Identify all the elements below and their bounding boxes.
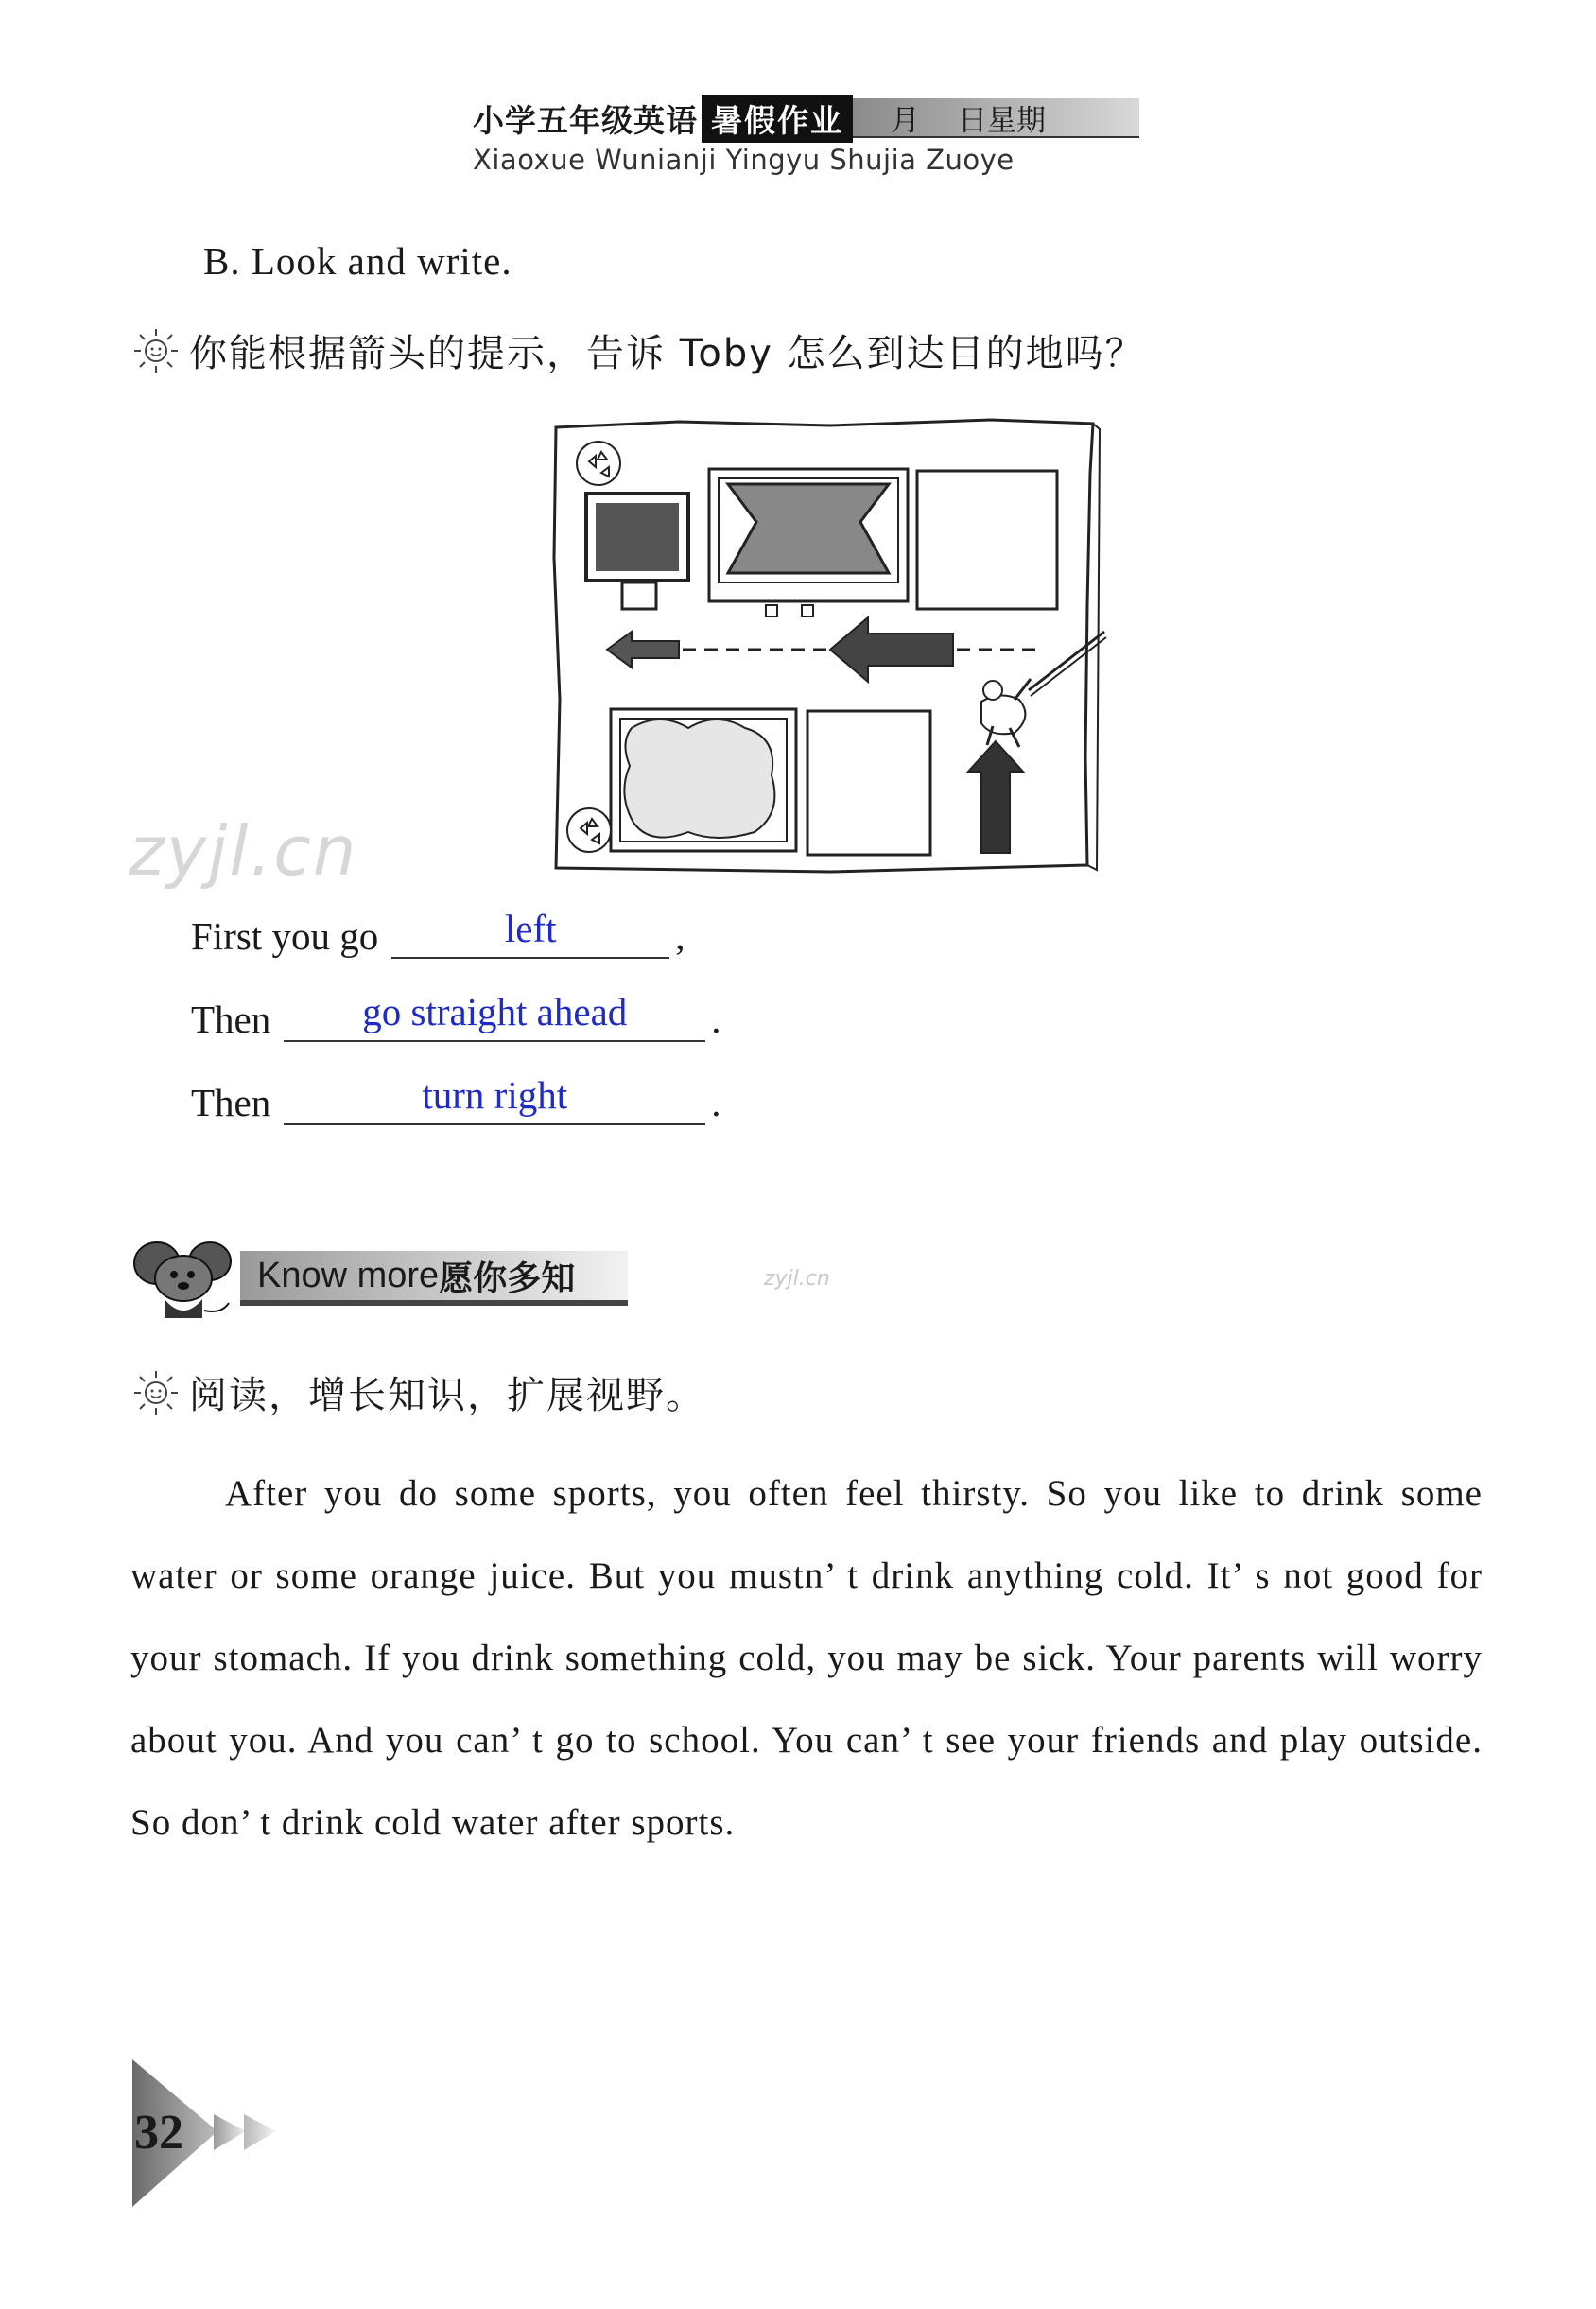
fill-prefix: Then: [191, 1081, 271, 1124]
sports-sign-icon-bottom: [567, 808, 611, 852]
know-more-band: [240, 1251, 628, 1306]
answer-blank[interactable]: [284, 990, 705, 1042]
header-row: [473, 95, 1139, 142]
fill-line-2: [191, 990, 721, 1042]
header-title: 小学五年级英语: [473, 101, 698, 139]
header-pinyin: Xiaoxue Wunianji Yingyu Shujia Zuoye: [473, 144, 1015, 176]
instruction-text: 你能根据箭头的提示，告诉 Toby 怎么到达目的地吗？: [189, 332, 1145, 375]
page-header: [473, 95, 1139, 176]
answer-text: turn right: [422, 1073, 568, 1117]
reading-paragraph: After you do some sports, you often feel thirsty. So you like to drink some water or some orange juice. But you mustn’ t drink anything cold. It’ s not good for your stomach. If you drink something cold, you may be sick. Your parents will worry about you. And you can’ t go to school. You can’ t see your friends and play outside. So don’ t drink cold water after sports.: [130, 1473, 1483, 1843]
mouse-mascot-icon: [130, 1235, 234, 1322]
answer-text: left: [504, 907, 557, 950]
fill-suffix: ,: [675, 914, 685, 958]
fill-line-1: [191, 907, 685, 959]
sports-sign-icon: [577, 442, 620, 485]
watermark-large: zyjl.cn: [129, 811, 358, 891]
day-label: 日星期: [958, 103, 1046, 138]
header-date-fields: [853, 98, 1139, 138]
map-illustration: [546, 416, 1123, 879]
section-b-title: B. Look and write.: [203, 239, 512, 283]
building-top-middle: [709, 469, 908, 616]
answer-blank[interactable]: [284, 1073, 705, 1125]
building-top-right: [917, 471, 1057, 609]
answer-blank[interactable]: [391, 907, 669, 959]
watermark-small: zyjl.cn: [764, 1267, 830, 1291]
answer-text: go straight ahead: [362, 990, 628, 1033]
fill-suffix: .: [711, 998, 721, 1041]
fill-prefix: First you go: [191, 914, 379, 958]
know-more-header: [130, 1235, 628, 1322]
sun-icon: [132, 1369, 180, 1416]
fill-line-3: [191, 1073, 721, 1125]
know-more-label-cn: 愿你多知: [439, 1259, 576, 1298]
fill-suffix: .: [711, 1081, 721, 1124]
building-bottom-middle: [807, 711, 930, 855]
know-more-instruction: [132, 1365, 705, 1419]
page-number: 32: [134, 2106, 183, 2160]
sun-icon: [132, 327, 180, 374]
know-more-label-en: Know more: [257, 1255, 440, 1295]
section-b-instruction: [132, 323, 1145, 377]
instruction-text: 阅读，增长知识，扩展视野。: [189, 1374, 705, 1417]
month-label: 月: [891, 103, 920, 138]
header-band: 暑假作业: [702, 95, 853, 143]
fill-prefix: Then: [191, 998, 271, 1041]
park-block: [611, 709, 796, 851]
